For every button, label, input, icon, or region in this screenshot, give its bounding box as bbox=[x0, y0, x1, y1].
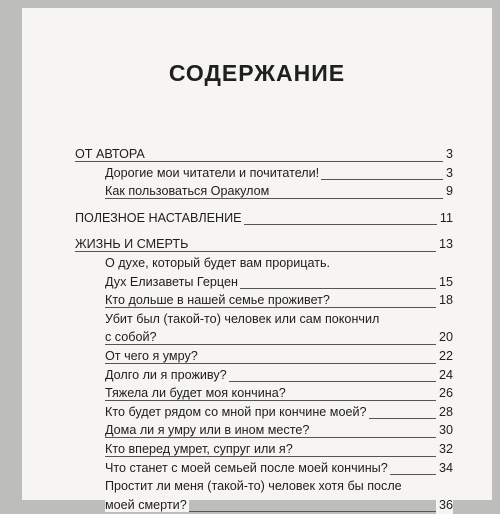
toc-entry bbox=[75, 347, 453, 366]
toc-entry bbox=[75, 273, 453, 292]
toc-leader-line bbox=[105, 437, 453, 438]
toc-entry-title: Что станет с моей семьей после моей кончины? bbox=[105, 460, 388, 475]
toc-entry-title: От чего я умру? bbox=[105, 348, 198, 363]
toc-page-number: 36 bbox=[436, 496, 453, 514]
toc-page-number: 13 bbox=[436, 235, 453, 254]
toc-leader-line bbox=[105, 344, 453, 345]
toc-entry-title: О духе, который будет вам прорицать. bbox=[105, 255, 331, 270]
toc-entry-title: Дорогие мои читатели и почитатели! bbox=[105, 165, 320, 180]
toc-entry-title: моей смерти? bbox=[105, 497, 187, 512]
toc-section bbox=[75, 145, 453, 164]
toc-page-number: 11 bbox=[437, 209, 453, 228]
toc-entry bbox=[75, 403, 453, 422]
toc-page-number: 3 bbox=[443, 145, 453, 164]
toc-entry bbox=[75, 291, 453, 310]
toc-page-number: 24 bbox=[436, 366, 453, 385]
toc-entry bbox=[75, 310, 453, 329]
book-page bbox=[22, 8, 492, 512]
toc-entry-title: Долго ли я проживу? bbox=[105, 367, 227, 382]
toc-entry-title: Простит ли меня (такой-то) человек хотя бы после bbox=[105, 479, 402, 494]
toc-leader-line bbox=[75, 251, 453, 252]
toc-entry-title: ОТ АВТОРА bbox=[75, 147, 145, 161]
toc-entry-title: Кто будет рядом со мной при кончине моей? bbox=[105, 404, 367, 419]
toc-page-number: 20 bbox=[436, 328, 453, 347]
toc-entry-title: Кто вперед умрет, супруг или я? bbox=[105, 441, 293, 456]
toc-entry bbox=[75, 182, 453, 201]
toc-page-number: 34 bbox=[436, 459, 453, 478]
toc-page-number: 18 bbox=[436, 291, 453, 310]
toc-page-number: 15 bbox=[436, 273, 453, 292]
toc-page-number: 28 bbox=[436, 403, 453, 422]
page-title: СОДЕРЖАНИЕ bbox=[168, 60, 346, 86]
toc-page-number: 9 bbox=[443, 182, 453, 201]
toc-page-number: 3 bbox=[443, 164, 453, 183]
toc-entry bbox=[75, 254, 453, 273]
toc-entry-title: Убит был (такой-то) человек или сам покончил bbox=[105, 311, 380, 326]
toc-entry-title: Кто дольше в нашей семье проживет? bbox=[105, 293, 330, 308]
toc-page-number: 26 bbox=[436, 384, 453, 403]
toc-entry bbox=[75, 440, 453, 459]
toc-section bbox=[75, 209, 453, 228]
toc-entry bbox=[75, 164, 453, 183]
toc-entry-title: с собой? bbox=[105, 330, 157, 345]
toc-entry bbox=[75, 328, 453, 347]
toc-entry bbox=[75, 477, 453, 496]
toc-entry bbox=[75, 421, 453, 440]
toc-entry-title: Тяжела ли будет моя кончина? bbox=[105, 386, 286, 401]
table-of-contents bbox=[75, 145, 453, 514]
toc-entry bbox=[75, 366, 453, 385]
toc-entry-title: ПОЛЕЗНОЕ НАСТАВЛЕНИЕ bbox=[75, 210, 242, 225]
toc-entry-title: ЖИЗНЬ И СМЕРТЬ bbox=[75, 237, 189, 252]
toc-page-number: 30 bbox=[436, 421, 453, 440]
toc-entry-title: Как пользоваться Оракулом bbox=[105, 184, 270, 199]
toc-page-number: 32 bbox=[436, 440, 453, 459]
toc-entry bbox=[75, 384, 453, 403]
toc-entry bbox=[75, 459, 453, 478]
toc-entry-title: Дома ли я умру или в ином месте? bbox=[105, 423, 310, 438]
toc-entry-title: Дух Елизаветы Герцен bbox=[105, 274, 238, 289]
toc-page-number: 22 bbox=[436, 347, 453, 366]
toc-section bbox=[75, 235, 453, 254]
toc-entry bbox=[75, 496, 453, 514]
